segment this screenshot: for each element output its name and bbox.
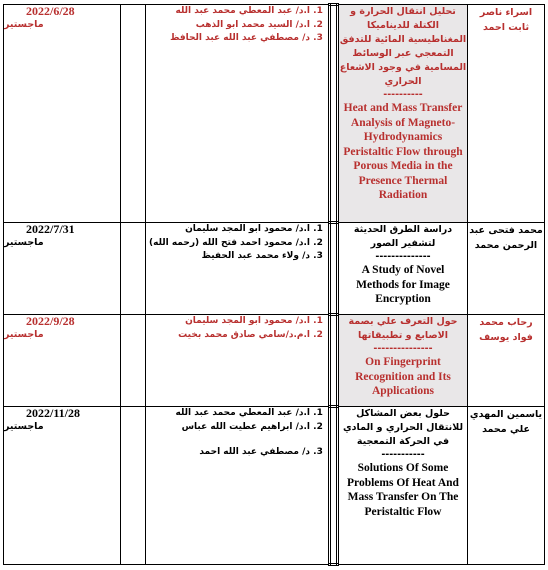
empty-cell <box>121 407 146 565</box>
supervisor-item: 1. ا.د/ عبد المعطي محمد عبد الله <box>146 407 310 421</box>
student-name-cell <box>468 5 545 223</box>
supervisor-item: 1. ا.د/ عبد المعطي محمد عبد الله <box>146 5 310 19</box>
supervisor-item: 2. ا.د/ ابراهيم عطيت الله عباس <box>146 421 310 435</box>
supervisors-cell <box>146 5 330 223</box>
title-separator: --------------- <box>373 343 433 354</box>
title-english: Heat and Mass Transfer Analysis of Magneto-Hydrodynamics Peristaltic Flow through Porous Media in the Presence Thermal Radiation <box>343 102 463 201</box>
date-cell <box>4 223 121 315</box>
empty-cell <box>121 315 146 407</box>
empty-cell <box>121 5 146 223</box>
title-arabic: حول التعرف علي بصمة الاصابع و تطبيقاتها <box>348 316 458 341</box>
title-separator: -------------- <box>375 251 431 262</box>
title-english: Solutions Of Some Problems Of Heat And Mass Transfer On The Peristaltic Flow <box>347 462 459 518</box>
student-name: ياسمين المهدي علي محمد <box>469 409 543 435</box>
supervisor-item: 1. ا.د/ محمود ابو المجد سليمان <box>146 223 310 237</box>
divider-cell <box>330 5 338 223</box>
table-row <box>4 315 545 407</box>
defense-date: 2022/11/28 <box>26 406 81 420</box>
date-cell <box>4 315 121 407</box>
supervisors-cell <box>146 315 330 407</box>
supervisor-item: 1. ا.د/ محمود ابو المجد سليمان <box>146 315 310 329</box>
student-name: اسراء ناصر ثابت احمد <box>479 7 533 33</box>
student-name-cell <box>468 223 545 315</box>
supervisor-item: 3. د/ مصطفي عبد الله احمد <box>146 446 310 460</box>
title-arabic: دراسة الطرق الحديثة لتشفير الصور <box>353 224 453 249</box>
title-english: A Study of Novel Methods for Image Encryption <box>356 264 450 305</box>
theses-table <box>3 3 545 566</box>
divider-cell <box>330 315 338 407</box>
degree-label: ماجستير <box>4 237 44 248</box>
title-arabic: تحليل انتقال الحرارة و الكتلة للديناميكا المغناطيسية المائية للتدفق التمعجي عبر الوسائط المسامية في وجود الاشعاع الحراري <box>339 6 467 87</box>
supervisors-cell <box>146 223 330 315</box>
date-cell <box>4 5 121 223</box>
supervisor-item: 2. ا.د/ السيد محمد ابو الذهب <box>146 19 310 33</box>
defense-date: 2022/9/28 <box>26 314 75 328</box>
supervisor-item: 3. د/ مصطفي عبد الله عبد الحافظ <box>146 32 310 46</box>
supervisor-item: 2. ا.د/ محمود احمد فتح الله (رحمه الله) <box>146 237 310 251</box>
table-row <box>4 223 545 315</box>
student-name: رحاب محمد فواد يوسف <box>479 317 533 343</box>
title-separator: ---------- <box>383 89 423 100</box>
student-name: محمد فتحى عبد الرحمن محمد <box>469 225 543 251</box>
degree-label: ماجستير <box>4 19 44 30</box>
thesis-title-cell <box>338 315 468 407</box>
title-separator: ----------- <box>381 449 425 460</box>
student-name-cell <box>468 407 545 565</box>
student-name-cell <box>468 315 545 407</box>
supervisor-item: 2. ا.م.د/سامي صادق محمد بخيت <box>146 329 310 343</box>
empty-cell <box>121 223 146 315</box>
thesis-title-cell <box>338 5 468 223</box>
defense-date: 2022/7/31 <box>26 222 75 236</box>
degree-label: ماجستير <box>4 421 44 432</box>
defense-date: 2022/6/28 <box>26 4 75 18</box>
table-row <box>4 5 545 223</box>
title-arabic: حلول بعض المشاكل للانتقال الحراري و المادي في الحركة التمعجية <box>342 408 464 447</box>
supervisors-cell <box>146 407 330 565</box>
title-english: On Fingerprint Recognition and Its Applications <box>355 356 451 397</box>
supervisor-item: 3. د/ ولاء محمد عبد الحفيظ <box>146 250 310 264</box>
thesis-title-cell <box>338 223 468 315</box>
degree-label: ماجستير <box>4 329 44 340</box>
thesis-title-cell <box>338 407 468 565</box>
divider-cell <box>330 407 338 565</box>
date-cell <box>4 407 121 565</box>
table-row <box>4 407 545 565</box>
divider-cell <box>330 223 338 315</box>
